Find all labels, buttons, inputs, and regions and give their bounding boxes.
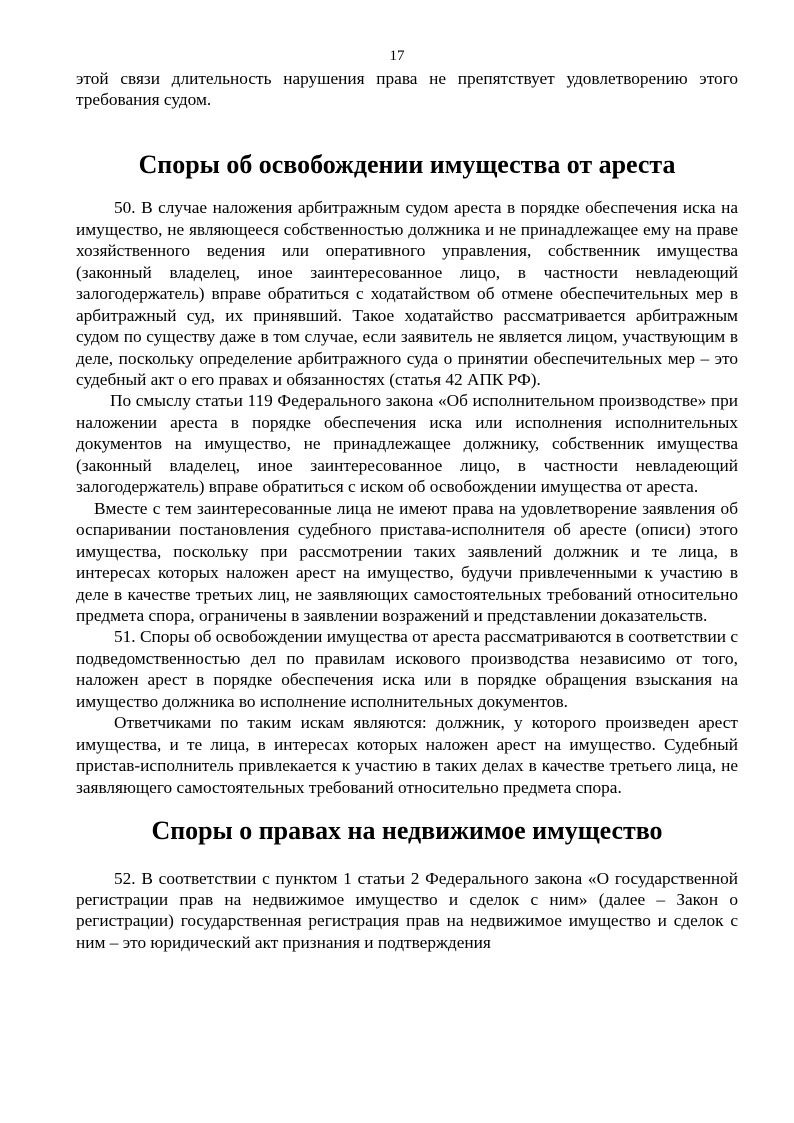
paragraph-item-52: 52. В соответствии с пунктом 1 статьи 2 Федерального закона «О государственной регистрации прав на недвижимое имущество и сделок с ним» (далее – Закон о регистрации) государственная регистрация прав на недвижимое имущество и сделок с ним – это юридический акт признания и подтверждения <box>76 868 738 952</box>
paragraph-item-51: 51. Споры об освобождении имущества от ареста рассматриваются в соответствии с подведомственностью дел по правилам искового производства независимо от того, наложен арест в порядке обеспечения иска или в порядке обращения взыскания на имущество должника во исполнение исполнительных документов. <box>76 627 738 711</box>
page-number: 17 <box>389 48 405 64</box>
paragraph-interested-parties: Вместе с тем заинтересованные лица не имеют права на удовлетворение заявления об оспаривании постановления судебного пристава-исполнителя об аресте (описи) этого имущества, поскольку при рассмотрении таких заявлений должник и те лица, в интересах которых наложен арест на имущество, будучи привлеченными к участию в деле в качестве третьих лиц, не заявляющих самостоятельных требований относительно предмета спора, ограничены в заявлении возражений и представлении доказательств. <box>76 498 738 625</box>
section-heading-arrest-release: Споры об освобождении имущества от ареста <box>138 149 676 179</box>
section-heading-real-estate: Споры о правах на недвижимое имущество <box>151 816 663 846</box>
paragraph-article-119: По смыслу статьи 119 Федерального закона «Об исполнительном производстве» при наложении ареста в порядке обеспечения иска или исполнения исполнительных документов на имущество, не принадлежащее должнику, собственник имущества (законный владелец, иное заинтересованное лицо, в частности невладеющий залогодержатель) вправе обратиться с иском об освобождении имущества от ареста. <box>76 391 738 497</box>
document-body <box>76 68 738 953</box>
paragraph-item-50: 50. В случае наложения арбитражным судом ареста в порядке обеспечения иска на имущество, не являющееся собственностью должника и не принадлежащее ему на праве хозяйственного ведения или оперативного управления, собственник имущества (законный владелец, иное заинтересованное лицо, в частности невладеющий залогодержатель) вправе обратиться с ходатайством об отмене обеспечительных мер в арбитражный суд, их принявший. Такое ходатайство рассматривается арбитражным судом по существу даже в том случае, если заявитель не является лицом, участвующим в деле, поскольку определение арбитражного суда о принятии обеспечительных мер – это судебный акт о его правах и обязанностях (статья 42 АПК РФ). <box>76 198 738 389</box>
paragraph-defendants: Ответчиками по таким искам являются: должник, у которого произведен арест имущества, и те лица, в интересах которых наложен арест на имущество. Судебный пристав-исполнитель привлекается к участию в таких делах в качестве третьего лица, не заявляющего самостоятельных требований относительно предмета спора. <box>76 713 738 797</box>
paragraph-continuation: этой связи длительность нарушения права не препятствует удовлетворению этого требования судом. <box>76 69 738 110</box>
